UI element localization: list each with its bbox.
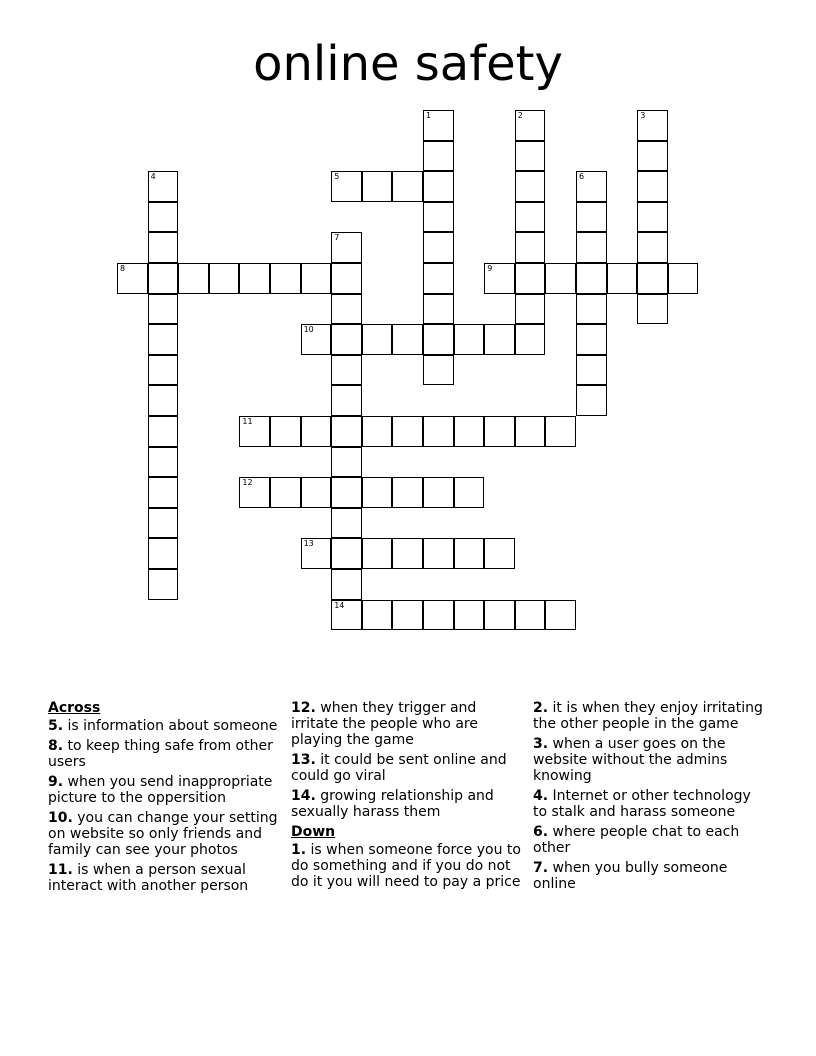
grid-cell[interactable] [270, 477, 301, 508]
cell-number: 13 [303, 539, 314, 549]
grid-cell[interactable] [423, 324, 454, 355]
clue-down-6 [533, 824, 768, 856]
grid-cell[interactable] [576, 202, 607, 233]
grid-cell[interactable] [454, 477, 485, 508]
clue-down-1 [291, 842, 526, 890]
grid-cell[interactable] [239, 263, 270, 294]
grid-cell[interactable] [148, 385, 179, 416]
grid-cell[interactable] [148, 294, 179, 325]
grid-cell[interactable] [454, 324, 485, 355]
clue-number: 12. [291, 700, 316, 716]
grid-cell[interactable] [209, 263, 240, 294]
cell-number: 7 [334, 233, 340, 243]
grid-cell[interactable] [576, 324, 607, 355]
clue-text: when you bully someone online [533, 860, 728, 892]
grid-cell[interactable] [484, 263, 515, 294]
grid-cell[interactable] [148, 569, 179, 600]
clue-column-1 [48, 700, 278, 898]
grid-cell[interactable] [301, 263, 332, 294]
grid-cell[interactable] [362, 600, 393, 631]
clue-number: 2. [533, 700, 549, 716]
grid-cell[interactable] [637, 141, 668, 172]
cell-number: 5 [334, 172, 340, 182]
grid-cell[interactable] [392, 600, 423, 631]
down-heading: Down [291, 824, 336, 840]
grid-cell[interactable] [331, 477, 362, 508]
grid-cell[interactable] [148, 538, 179, 569]
grid-cell[interactable] [331, 538, 362, 569]
grid-cell[interactable] [239, 477, 270, 508]
grid-cell[interactable] [148, 477, 179, 508]
grid-cell[interactable] [423, 355, 454, 386]
clue-number: 7. [533, 860, 549, 876]
grid-cell[interactable] [423, 110, 454, 141]
grid-cell[interactable] [637, 110, 668, 141]
cell-number: 14 [334, 600, 345, 610]
clue-across-14 [291, 788, 526, 820]
grid-cell[interactable] [148, 416, 179, 447]
grid-cell[interactable] [331, 569, 362, 600]
grid-cell[interactable] [148, 202, 179, 233]
grid-cell[interactable] [576, 355, 607, 386]
grid-cell[interactable] [362, 538, 393, 569]
grid-cell[interactable] [270, 416, 301, 447]
grid-cell[interactable] [637, 294, 668, 325]
grid-cell[interactable] [178, 263, 209, 294]
cell-number: 4 [150, 172, 156, 182]
grid-cell[interactable] [148, 447, 179, 478]
clue-number: 11. [48, 862, 73, 878]
grid-cell[interactable] [423, 141, 454, 172]
grid-cell[interactable] [515, 110, 546, 141]
grid-cell[interactable] [637, 171, 668, 202]
clue-number: 10. [48, 810, 73, 826]
grid-cell[interactable] [117, 263, 148, 294]
grid-cell[interactable] [301, 477, 332, 508]
cell-number: 3 [640, 111, 646, 120]
grid-cell[interactable] [576, 294, 607, 325]
grid-cell[interactable] [392, 416, 423, 447]
grid-cell[interactable] [515, 171, 546, 202]
grid-cell[interactable] [331, 600, 362, 631]
clue-number: 6. [533, 824, 549, 840]
grid-cell[interactable] [423, 202, 454, 233]
grid-cell[interactable] [484, 324, 515, 355]
clue-text: to keep thing safe from other users [48, 738, 273, 770]
grid-cell[interactable] [423, 294, 454, 325]
grid-cell[interactable] [454, 600, 485, 631]
clue-across-8 [48, 738, 278, 770]
grid-cell[interactable] [362, 171, 393, 202]
clue-text: it is when they enjoy irritating the other people in the game [533, 700, 763, 732]
grid-cell[interactable] [515, 202, 546, 233]
grid-cell[interactable] [423, 171, 454, 202]
grid-cell[interactable] [576, 263, 607, 294]
grid-cell[interactable] [148, 355, 179, 386]
grid-cell[interactable] [423, 600, 454, 631]
grid-cell[interactable] [607, 263, 638, 294]
grid-cell[interactable] [515, 263, 546, 294]
grid-cell[interactable] [331, 355, 362, 386]
grid-cell[interactable] [148, 263, 179, 294]
grid-cell[interactable] [392, 477, 423, 508]
clue-text: is when a person sexual interact with another person [48, 862, 249, 894]
clue-text: when you send inappropriate picture to the oppersition [48, 774, 273, 806]
puzzle-title: online safety [253, 36, 563, 92]
clue-text: growing relationship and sexually harass them [291, 788, 494, 820]
grid-cell[interactable] [331, 508, 362, 539]
clue-across-13 [291, 752, 526, 784]
clue-text: when a user goes on the website without the admins knowing [533, 736, 728, 784]
grid-cell[interactable] [515, 324, 546, 355]
clue-down-7 [533, 860, 768, 892]
grid-cell[interactable] [637, 232, 668, 263]
clue-number: 4. [533, 788, 549, 804]
clue-text: is information about someone [67, 718, 278, 734]
clue-text: you can change your setting on website so only friends and family can see your photos [48, 810, 278, 858]
grid-cell[interactable] [423, 263, 454, 294]
grid-cell[interactable] [270, 263, 301, 294]
grid-cell[interactable] [423, 232, 454, 263]
grid-cell[interactable] [301, 324, 332, 355]
clue-number: 13. [291, 752, 316, 768]
clue-across-10 [48, 810, 278, 858]
cell-number: 9 [487, 264, 493, 273]
grid-cell[interactable] [392, 538, 423, 569]
cell-number: 10 [303, 325, 314, 335]
grid-cell[interactable] [148, 171, 179, 202]
clue-column-2 [291, 700, 526, 894]
clue-text: Internet or other technology to stalk and harass someone [533, 788, 751, 820]
cell-number: 8 [120, 264, 126, 273]
clue-down-2 [533, 700, 768, 732]
clue-across-9 [48, 774, 278, 806]
grid-cell[interactable] [576, 232, 607, 263]
grid-cell[interactable] [576, 171, 607, 202]
grid-cell[interactable] [515, 600, 546, 631]
grid-cell[interactable] [331, 416, 362, 447]
grid-cell[interactable] [331, 171, 362, 202]
grid-cell[interactable] [515, 294, 546, 325]
grid-cell[interactable] [454, 416, 485, 447]
cell-number: 1 [426, 111, 432, 120]
grid-cell[interactable] [148, 508, 179, 539]
grid-cell[interactable] [484, 416, 515, 447]
clue-number: 9. [48, 774, 64, 790]
grid-cell[interactable] [484, 538, 515, 569]
grid-cell[interactable] [331, 263, 362, 294]
grid-cell[interactable] [423, 477, 454, 508]
clue-text: where people chat to each other [533, 824, 740, 856]
clue-text: when they trigger and irritate the people who are playing the game [291, 700, 478, 748]
grid-cell[interactable] [545, 263, 576, 294]
cell-number: 2 [517, 111, 523, 120]
grid-cell[interactable] [148, 232, 179, 263]
grid-cell[interactable] [576, 385, 607, 416]
grid-cell[interactable] [331, 294, 362, 325]
clue-number: 5. [48, 718, 64, 734]
clue-text: it could be sent online and could go viral [291, 752, 507, 784]
clue-across-11 [48, 862, 278, 894]
clue-across-5 [48, 718, 278, 734]
grid-cell[interactable] [423, 416, 454, 447]
cell-number: 12 [242, 478, 253, 488]
across-heading: Across [48, 700, 101, 716]
grid-cell[interactable] [423, 538, 454, 569]
clue-number: 1. [291, 842, 307, 858]
clue-across-12 [291, 700, 526, 748]
grid-cell[interactable] [239, 416, 270, 447]
grid-cell[interactable] [484, 600, 515, 631]
grid-cell[interactable] [148, 324, 179, 355]
grid-cell[interactable] [392, 171, 423, 202]
grid-cell[interactable] [515, 416, 546, 447]
grid-cell[interactable] [331, 385, 362, 416]
clue-number: 8. [48, 738, 64, 754]
grid-cell[interactable] [362, 324, 393, 355]
grid-cell[interactable] [545, 416, 576, 447]
cell-number: 6 [579, 172, 585, 182]
grid-cell[interactable] [454, 538, 485, 569]
grid-cell[interactable] [515, 141, 546, 172]
grid-cell[interactable] [362, 416, 393, 447]
clue-text: is when someone force you to do something and if you do not do it you will need to pay a price [291, 842, 521, 890]
grid-cell[interactable] [637, 202, 668, 233]
clue-down-4 [533, 788, 768, 820]
clue-column-3 [533, 700, 768, 896]
grid-cell[interactable] [301, 416, 332, 447]
grid-cell[interactable] [668, 263, 699, 294]
cell-number: 11 [242, 417, 253, 426]
grid-cell[interactable] [331, 324, 362, 355]
clue-down-3 [533, 736, 768, 784]
grid-cell[interactable] [362, 477, 393, 508]
clue-number: 14. [291, 788, 316, 804]
grid-cell[interactable] [392, 324, 423, 355]
grid-cell[interactable] [301, 538, 332, 569]
grid-cell[interactable] [331, 447, 362, 478]
grid-cell[interactable] [637, 263, 668, 294]
grid-cell[interactable] [545, 600, 576, 631]
clue-number: 3. [533, 736, 549, 752]
grid-cell[interactable] [331, 232, 362, 263]
grid-cell[interactable] [515, 232, 546, 263]
